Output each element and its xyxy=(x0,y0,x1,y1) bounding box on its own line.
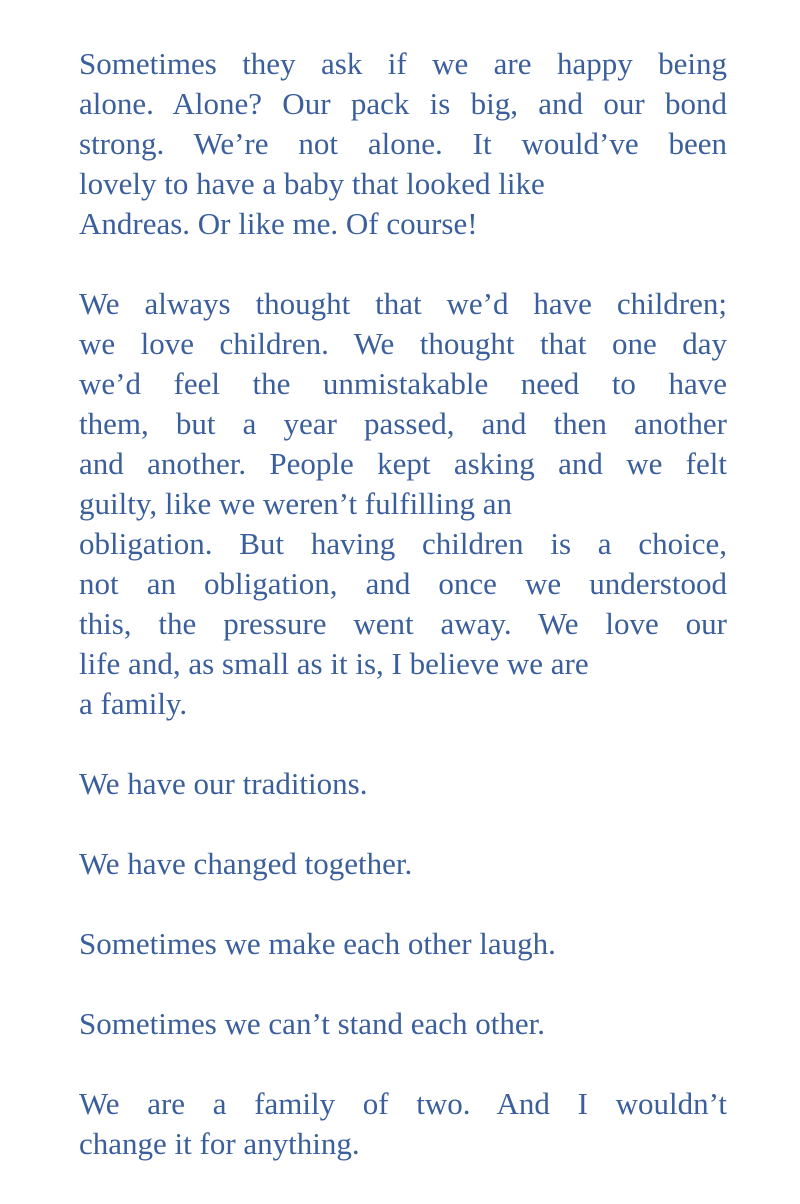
text-line: We always thought that we’d have children; xyxy=(79,286,727,321)
paragraph-spacer xyxy=(79,884,727,924)
paragraph-spacer xyxy=(79,1044,727,1084)
text-line: this, the pressure went away. We love our xyxy=(79,606,727,641)
text-line: Sometimes they ask if we are happy being xyxy=(79,46,727,81)
paragraph-spacer xyxy=(79,964,727,1004)
text-line: We have changed together. xyxy=(79,846,413,881)
paragraph-spacer xyxy=(79,244,727,284)
text-line: strong. We’re not alone. It would’ve been xyxy=(79,126,727,161)
paragraph xyxy=(79,844,727,884)
paragraph xyxy=(79,284,727,724)
text-line: we’d feel the unmistakable need to have xyxy=(79,366,727,401)
text-line: and another. People kept asking and we felt xyxy=(79,446,727,481)
paragraph xyxy=(79,764,727,804)
paragraph-spacer xyxy=(79,804,727,844)
text-line: a family. xyxy=(79,686,188,721)
paragraph xyxy=(79,44,727,244)
text-line: Sometimes we make each other laugh. xyxy=(79,926,556,961)
text-line: lovely to have a baby that looked like xyxy=(79,166,545,201)
text-line: Sometimes we can’t stand each other. xyxy=(79,1006,546,1041)
text-line: We are a family of two. And I wouldn’t xyxy=(79,1086,727,1121)
text-line: not an obligation, and once we understood xyxy=(79,566,727,601)
text-line: change it for anything. xyxy=(79,1126,360,1161)
text-line: alone. Alone? Our pack is big, and our bond xyxy=(79,86,727,121)
text-line: life and, as small as it is, I believe we are xyxy=(79,646,589,681)
text-line: guilty, like we weren’t fulfilling an xyxy=(79,486,513,521)
paragraph xyxy=(79,924,727,964)
paragraph xyxy=(79,1084,727,1164)
text-line: obligation. But having children is a choice, xyxy=(79,526,727,561)
paragraph-spacer xyxy=(79,724,727,764)
text-line: Andreas. Or like me. Of course! xyxy=(79,206,478,241)
document-page xyxy=(79,44,727,1164)
text-line: them, but a year passed, and then another xyxy=(79,406,727,441)
text-line: we love children. We thought that one day xyxy=(79,326,727,361)
text-line: We have our traditions. xyxy=(79,766,368,801)
paragraph xyxy=(79,1004,727,1044)
